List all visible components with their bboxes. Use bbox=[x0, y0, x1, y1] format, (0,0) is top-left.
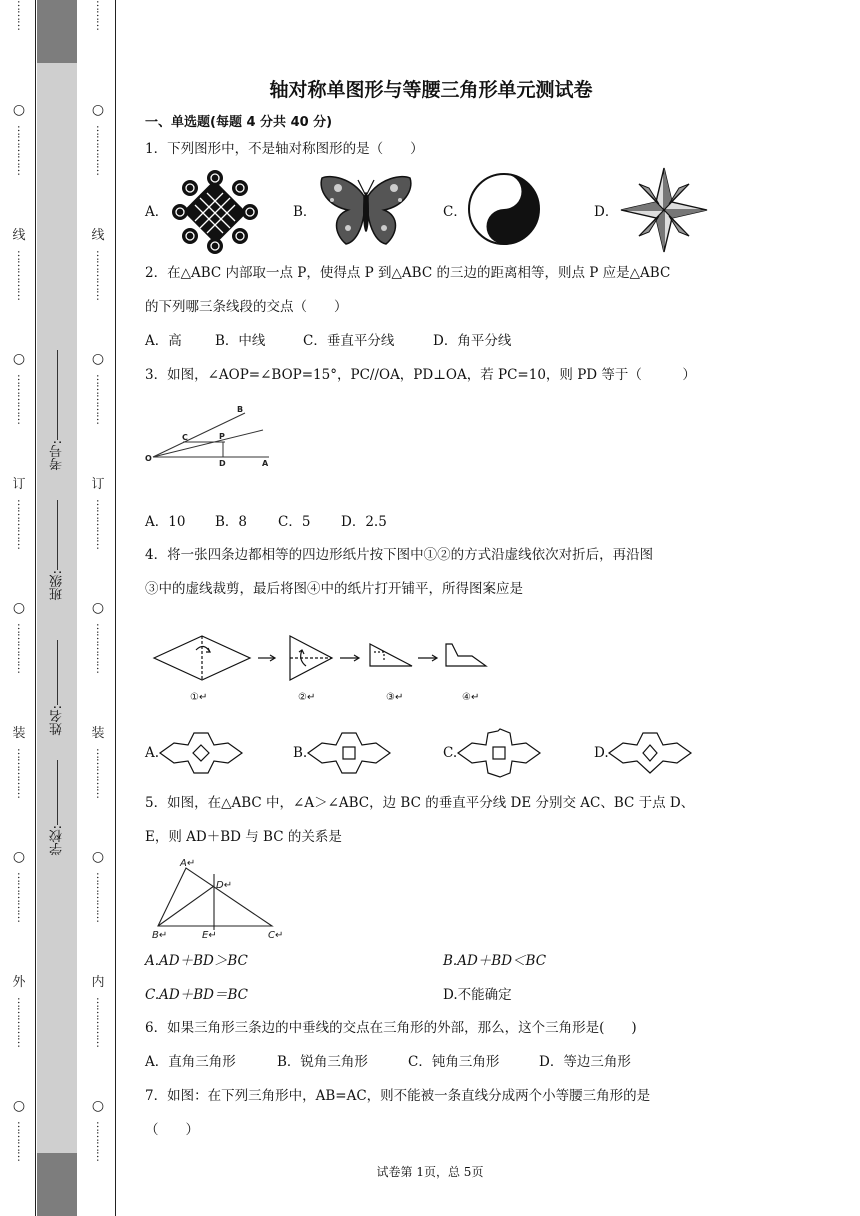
q5-option-d[interactable]: D.不能确定 bbox=[443, 987, 512, 1003]
school-field[interactable]: 学校: bbox=[44, 760, 70, 855]
q3-label-a: A bbox=[262, 459, 269, 468]
page-footer: 试卷第 1页，总 5页 bbox=[376, 1165, 484, 1179]
q4-option-c[interactable]: C. bbox=[443, 745, 458, 761]
q5-label-e: E↵ bbox=[202, 930, 217, 941]
name-field[interactable]: 姓名: bbox=[44, 640, 70, 735]
question-4-stem: 4．将一张四条边都相等的四边形纸片按下图中①②的方式沿虚线依次对折后，再沿图 bbox=[145, 547, 654, 563]
question-4-stem-cont: ③中的虚线裁剪，最后将图④中的纸片打开铺平，所得图案应是 bbox=[145, 581, 523, 597]
q4-option-c-pattern bbox=[456, 729, 542, 777]
question-3-stem: 3．如图，∠AOP=∠BOP=15°，PC//OA，PD⊥OA，若 PC=10，则 PD 等于（ ） bbox=[145, 367, 696, 383]
q1-option-d[interactable]: D． bbox=[594, 204, 619, 220]
compass-star-image bbox=[619, 166, 709, 254]
question-2-stem: 2．在△ABC 内部取一点 P，使得点 P 到△ABC 的三边的距离相等，则点 P 应是△ABC bbox=[145, 265, 671, 281]
q1-option-a[interactable]: A． bbox=[145, 204, 169, 220]
question-1-stem: 1．下列图形中，不是轴对称图形的是（ ） bbox=[145, 141, 424, 157]
question-6-stem: 6．如果三角形三条边的中垂线的交点在三角形的外部，那么，这个三角形是( ) bbox=[145, 1020, 637, 1036]
q5-option-a[interactable]: A.AD＋BD＞BC bbox=[145, 953, 248, 969]
q3-label-c: C bbox=[182, 433, 188, 442]
q3-option-d[interactable]: D．2.5 bbox=[341, 514, 387, 530]
q6-option-a[interactable]: A．直角三角形 bbox=[145, 1054, 236, 1070]
q3-label-b: B bbox=[237, 405, 244, 414]
q3-label-d: D bbox=[219, 459, 226, 468]
q5-label-c: C↵ bbox=[268, 930, 284, 941]
q5-option-b[interactable]: B.AD＋BD＜BC bbox=[443, 953, 547, 969]
q4-option-d[interactable]: D. bbox=[594, 745, 609, 761]
question-2-stem-cont: 的下列哪三条线段的交点（ ） bbox=[145, 299, 348, 315]
q1-option-c[interactable]: C． bbox=[443, 204, 467, 220]
inner-seal-line: ……… ○ …………… 线 …………… ○ …………… 订 …………… ○ …………… 装 …………… ○ …………… 内 …………… ○ ………… bbox=[91, 0, 107, 1161]
q4-step-4-label: ④↵ bbox=[462, 692, 480, 703]
butterfly-image bbox=[318, 172, 414, 248]
question-7-stem-cont: （ ） bbox=[145, 1122, 199, 1138]
q4-option-a[interactable]: A. bbox=[145, 745, 160, 761]
q4-option-d-pattern bbox=[607, 731, 693, 775]
q3-option-a[interactable]: A．10 bbox=[145, 514, 186, 530]
q3-label-o: O bbox=[145, 454, 152, 463]
margin-rule bbox=[35, 0, 36, 1216]
student-info-band bbox=[37, 0, 77, 1216]
margin-rule bbox=[115, 0, 116, 1216]
question-5-stem: 5．如图，在△ABC 中，∠A＞∠ABC，边 BC 的垂直平分线 DE 分别交 AC、BC 于点 D、 bbox=[145, 795, 695, 811]
q4-option-a-pattern bbox=[158, 731, 244, 775]
q5-option-c[interactable]: C.AD＋BD＝BC bbox=[145, 987, 248, 1003]
page-title: 轴对称单图形与等腰三角形单元测试卷 bbox=[269, 79, 593, 101]
exam-paper bbox=[145, 75, 725, 135]
class-field[interactable]: 班级: bbox=[44, 500, 70, 600]
q5-triangle-figure bbox=[150, 856, 290, 940]
q6-option-c[interactable]: C．钝角三角形 bbox=[408, 1054, 500, 1070]
q2-option-d[interactable]: D．角平分线 bbox=[433, 333, 512, 349]
yin-yang-image bbox=[467, 172, 541, 246]
section-heading: 一、单选题(每题 4 分共 40 分) bbox=[145, 115, 333, 130]
q2-option-a[interactable]: A．高 bbox=[145, 333, 182, 349]
q4-step-3-label: ③↵ bbox=[386, 692, 404, 703]
q6-option-d[interactable]: D．等边三角形 bbox=[539, 1054, 631, 1070]
question-7-stem: 7．如图：在下列三角形中，AB=AC，则不能被一条直线分成两个小等腰三角形的是 bbox=[145, 1088, 651, 1104]
q5-label-a: A↵ bbox=[180, 858, 196, 869]
q5-label-d: D↵ bbox=[216, 880, 233, 891]
q2-option-c[interactable]: C．垂直平分线 bbox=[303, 333, 395, 349]
q4-option-b-pattern bbox=[306, 731, 392, 775]
binding-margin bbox=[0, 0, 118, 1216]
q2-option-b[interactable]: B．中线 bbox=[215, 333, 266, 349]
chinese-knot-image bbox=[170, 168, 260, 256]
q4-step-1-label: ①↵ bbox=[190, 692, 208, 703]
q3-option-b[interactable]: B．8 bbox=[215, 514, 248, 530]
q3-label-p: P bbox=[219, 432, 225, 441]
q4-folding-steps-figure bbox=[150, 628, 490, 704]
q3-angle-figure bbox=[145, 400, 275, 470]
q3-option-c[interactable]: C．5 bbox=[278, 514, 311, 530]
band-cap bbox=[37, 0, 77, 63]
question-5-stem-cont: E，则 AD＋BD 与 BC 的关系是 bbox=[145, 829, 342, 845]
outer-seal-line: ……… ○ …………… 线 …………… ○ …………… 订 …………… ○ …………… 装 …………… ○ …………… 外 …………… ○ ………… bbox=[12, 0, 28, 1161]
q5-label-b: B↵ bbox=[152, 930, 168, 941]
q4-step-2-label: ②↵ bbox=[298, 692, 316, 703]
q6-option-b[interactable]: B．锐角三角形 bbox=[277, 1054, 368, 1070]
q4-option-b[interactable]: B. bbox=[293, 745, 308, 761]
q1-option-b[interactable]: B． bbox=[293, 204, 317, 220]
exam-number-field[interactable]: 考号: bbox=[44, 350, 70, 470]
